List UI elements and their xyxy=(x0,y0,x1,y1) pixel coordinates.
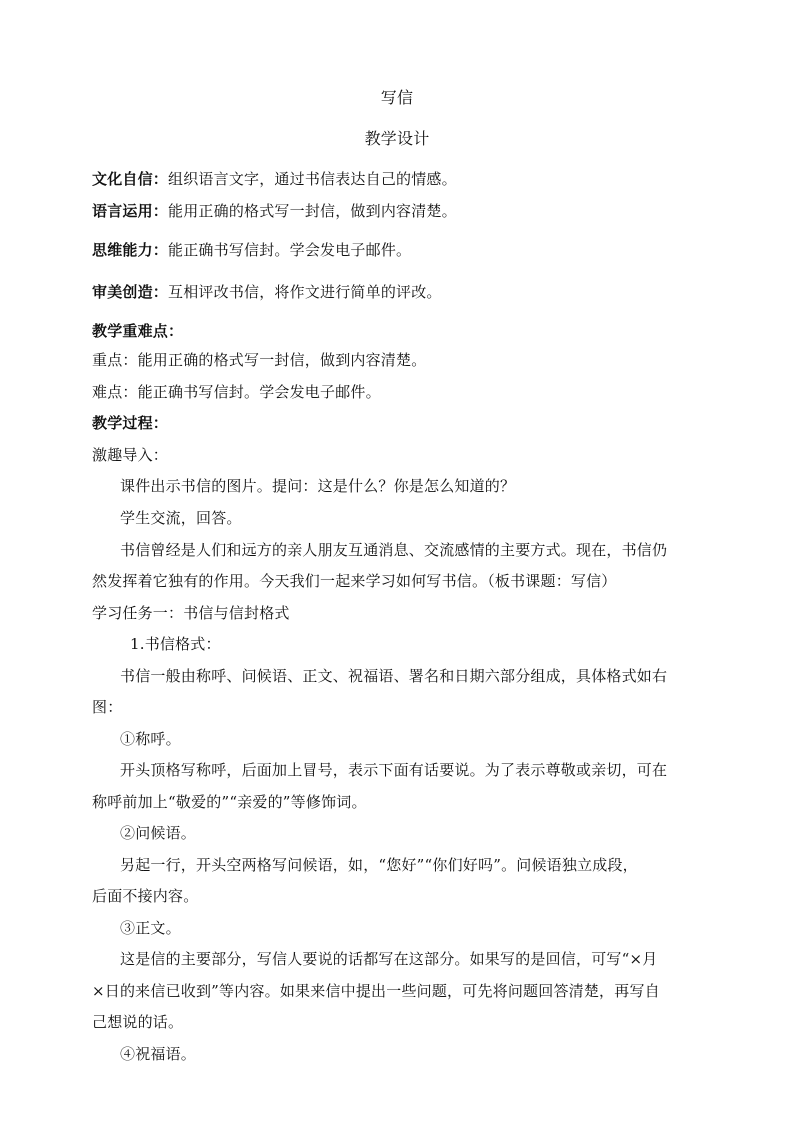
document-subtitle: 教学设计 xyxy=(364,129,430,148)
key-point: 重点：能用正确的格式写一封信，做到内容清楚。 xyxy=(92,351,427,369)
item-blessing: ④祝福语。 xyxy=(120,1045,197,1063)
item-greeting-line-1: 另起一行，开头空两格写问候语，如，“您好”“你们好吗”。问候语独立成段， xyxy=(120,856,638,874)
item-salutation-line-2: 称呼前加上“敬爱的”“亲爱的”等修饰词。 xyxy=(92,793,367,811)
format-paragraph-line-1: 书信一般由称呼、问候语、正文、祝福语、署名和日期六部分组成，具体格式如右 xyxy=(120,667,668,685)
intro-paragraph-1: 课件出示书信的图片。提问：这是什么？你是怎么知道的？ xyxy=(120,477,516,495)
item-body-line-2: ×日的来信已收到”等内容。如果来信中提出一些问题，可先将问题回答清楚，再写自 xyxy=(92,982,660,1000)
item-greeting: ②问候语。 xyxy=(120,824,197,842)
intro-heading: 激趣导入： xyxy=(92,446,169,464)
key-difficult-heading: 教学重难点： xyxy=(92,322,184,340)
objective-aesthetic xyxy=(92,282,442,302)
item-greeting-line-2: 后面不接内容。 xyxy=(92,887,199,905)
item-salutation: ①称呼。 xyxy=(120,730,181,748)
task1-heading: 学习任务一：书信与信封格式 xyxy=(92,604,290,622)
item-body-line-3: 己想说的话。 xyxy=(92,1013,184,1031)
item-body-line-1: 这是信的主要部分，写信人要说的话都写在这部分。如果写的是回信，可写“×月 xyxy=(120,950,658,968)
intro-paragraph-3-line-1: 书信曾经是人们和远方的亲人朋友互通消息、交流感情的主要方式。现在，书信仍 xyxy=(120,541,668,559)
difficult-point: 难点：能正确书写信封。学会发电子邮件。 xyxy=(92,383,381,401)
objective-label: 文化自信： xyxy=(92,170,169,188)
objective-text: 互相评改书信，将作文进行简单的评改。 xyxy=(168,283,442,301)
item-body: ③正文。 xyxy=(120,919,181,937)
item-salutation-line-1: 开头顶格写称呼，后面加上冒号，表示下面有话要说。为了表示尊敬或亲切，可在 xyxy=(120,761,668,779)
objective-label: 审美创造： xyxy=(92,283,169,301)
objective-text: 组织语言文字，通过书信表达自己的情感。 xyxy=(168,170,457,188)
document-title: 写信 xyxy=(380,88,414,107)
objective-label: 思维能力： xyxy=(92,241,169,259)
objective-language xyxy=(92,201,457,221)
format-paragraph-line-2: 图： xyxy=(92,698,123,716)
objective-label: 语言运用： xyxy=(92,202,169,220)
intro-paragraph-2: 学生交流，回答。 xyxy=(120,509,242,527)
objective-culture xyxy=(92,169,457,189)
objective-thinking xyxy=(92,240,411,260)
objective-text: 能正确书写信封。学会发电子邮件。 xyxy=(168,241,412,259)
format-heading: 1.书信格式： xyxy=(130,635,221,653)
intro-paragraph-3-line-2: 然发挥着它独有的作用。今天我们一起来学习如何写书信。（板书课题：写信） xyxy=(92,572,617,590)
objective-text: 能用正确的格式写一封信，做到内容清楚。 xyxy=(168,202,457,220)
process-heading: 教学过程： xyxy=(92,414,169,432)
